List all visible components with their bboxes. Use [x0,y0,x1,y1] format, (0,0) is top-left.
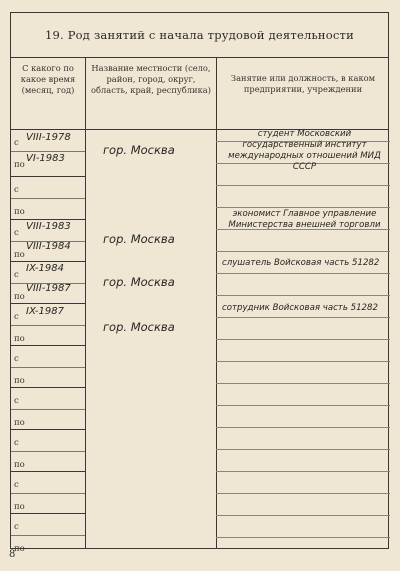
ruled-line [216,515,390,516]
row-divider [11,219,85,220]
ruled-line [216,295,390,296]
ruled-line [216,185,390,186]
row-divider [11,261,85,262]
ruled-line [216,361,390,362]
date-row [11,176,85,220]
to-label: по [14,250,25,260]
row-divider [11,513,85,514]
from-label: с [14,522,19,532]
row-divider [11,303,85,304]
header-period: С какого по какое время (месяц, год) [20,63,76,95]
entry-place: гор. Москва [103,275,175,289]
row-divider [11,198,85,199]
ruled-line [216,493,390,494]
entry-to: VIII-1984 [26,241,71,252]
to-label: по [14,418,25,428]
date-row [11,471,85,515]
from-label: с [14,354,19,364]
row-divider [11,367,85,368]
from-label: с [14,312,19,322]
ruled-line [216,273,390,274]
row-divider [11,451,85,452]
to-label: по [14,544,25,554]
entry-from: IX-1987 [26,306,64,317]
to-label: по [14,207,25,217]
row-divider [11,493,85,494]
row-divider [11,409,85,410]
to-label: по [14,160,25,170]
to-label: по [14,334,25,344]
entry-place: гор. Москва [103,232,175,246]
ruled-line [216,383,390,384]
entry-from: IX-1984 [26,263,64,274]
entry-occupation: студент Московский государственный институт международных отношений МИД СССР [228,129,381,172]
row-divider [11,535,85,536]
work-history-form [10,12,389,554]
row-divider [11,387,85,388]
entry-to: VIII-1987 [26,283,71,294]
date-row [11,513,85,557]
ruled-line [216,537,390,538]
row-divider [11,471,85,472]
entry-occupation: экономист Главное управление Министерства внешней торговли [228,209,381,230]
entry-to: VI-1983 [26,153,65,164]
entry-place: гор. Москва [103,320,175,334]
date-row [11,429,85,473]
ruled-line [216,471,390,472]
date-row [11,387,85,431]
row-divider [11,325,85,326]
to-label: по [14,460,25,470]
entry-occupation: слушатель Войсковая часть 51282 [222,258,380,268]
date-row [11,345,85,389]
header-occupation: Занятие или должность, в каком предприятии, учреждении [230,73,376,94]
ruled-line [216,251,390,252]
from-label: с [14,138,19,148]
column-divider [85,57,86,548]
entry-occupation: сотрудник Войсковая часть 51282 [222,303,378,313]
to-label: по [14,292,25,302]
row-divider [11,151,85,152]
entry-from: VIII-1978 [26,132,71,143]
table-header [11,57,388,130]
ruled-line [216,405,390,406]
to-label: по [14,376,25,386]
ruled-line [216,449,390,450]
ruled-line [216,339,390,340]
header-place: Название местности (село, район, город, округ, область, край, республика) [91,63,211,95]
entry-from: VIII-1983 [26,221,71,232]
from-label: с [14,480,19,490]
to-label: по [14,502,25,512]
ruled-line [216,427,390,428]
ruled-line [216,317,390,318]
from-label: с [14,228,19,238]
from-label: с [14,396,19,406]
row-divider [11,345,85,346]
from-label: с [14,438,19,448]
row-divider [11,429,85,430]
ruled-line [216,207,390,208]
entry-place: гор. Москва [103,143,175,157]
from-label: с [14,185,19,195]
section-title: 19. Род занятий с начала трудовой деятельности [11,13,388,58]
page-number: 8 [9,549,16,560]
column-divider [216,57,217,548]
row-divider [11,176,85,177]
from-label: с [14,270,19,280]
